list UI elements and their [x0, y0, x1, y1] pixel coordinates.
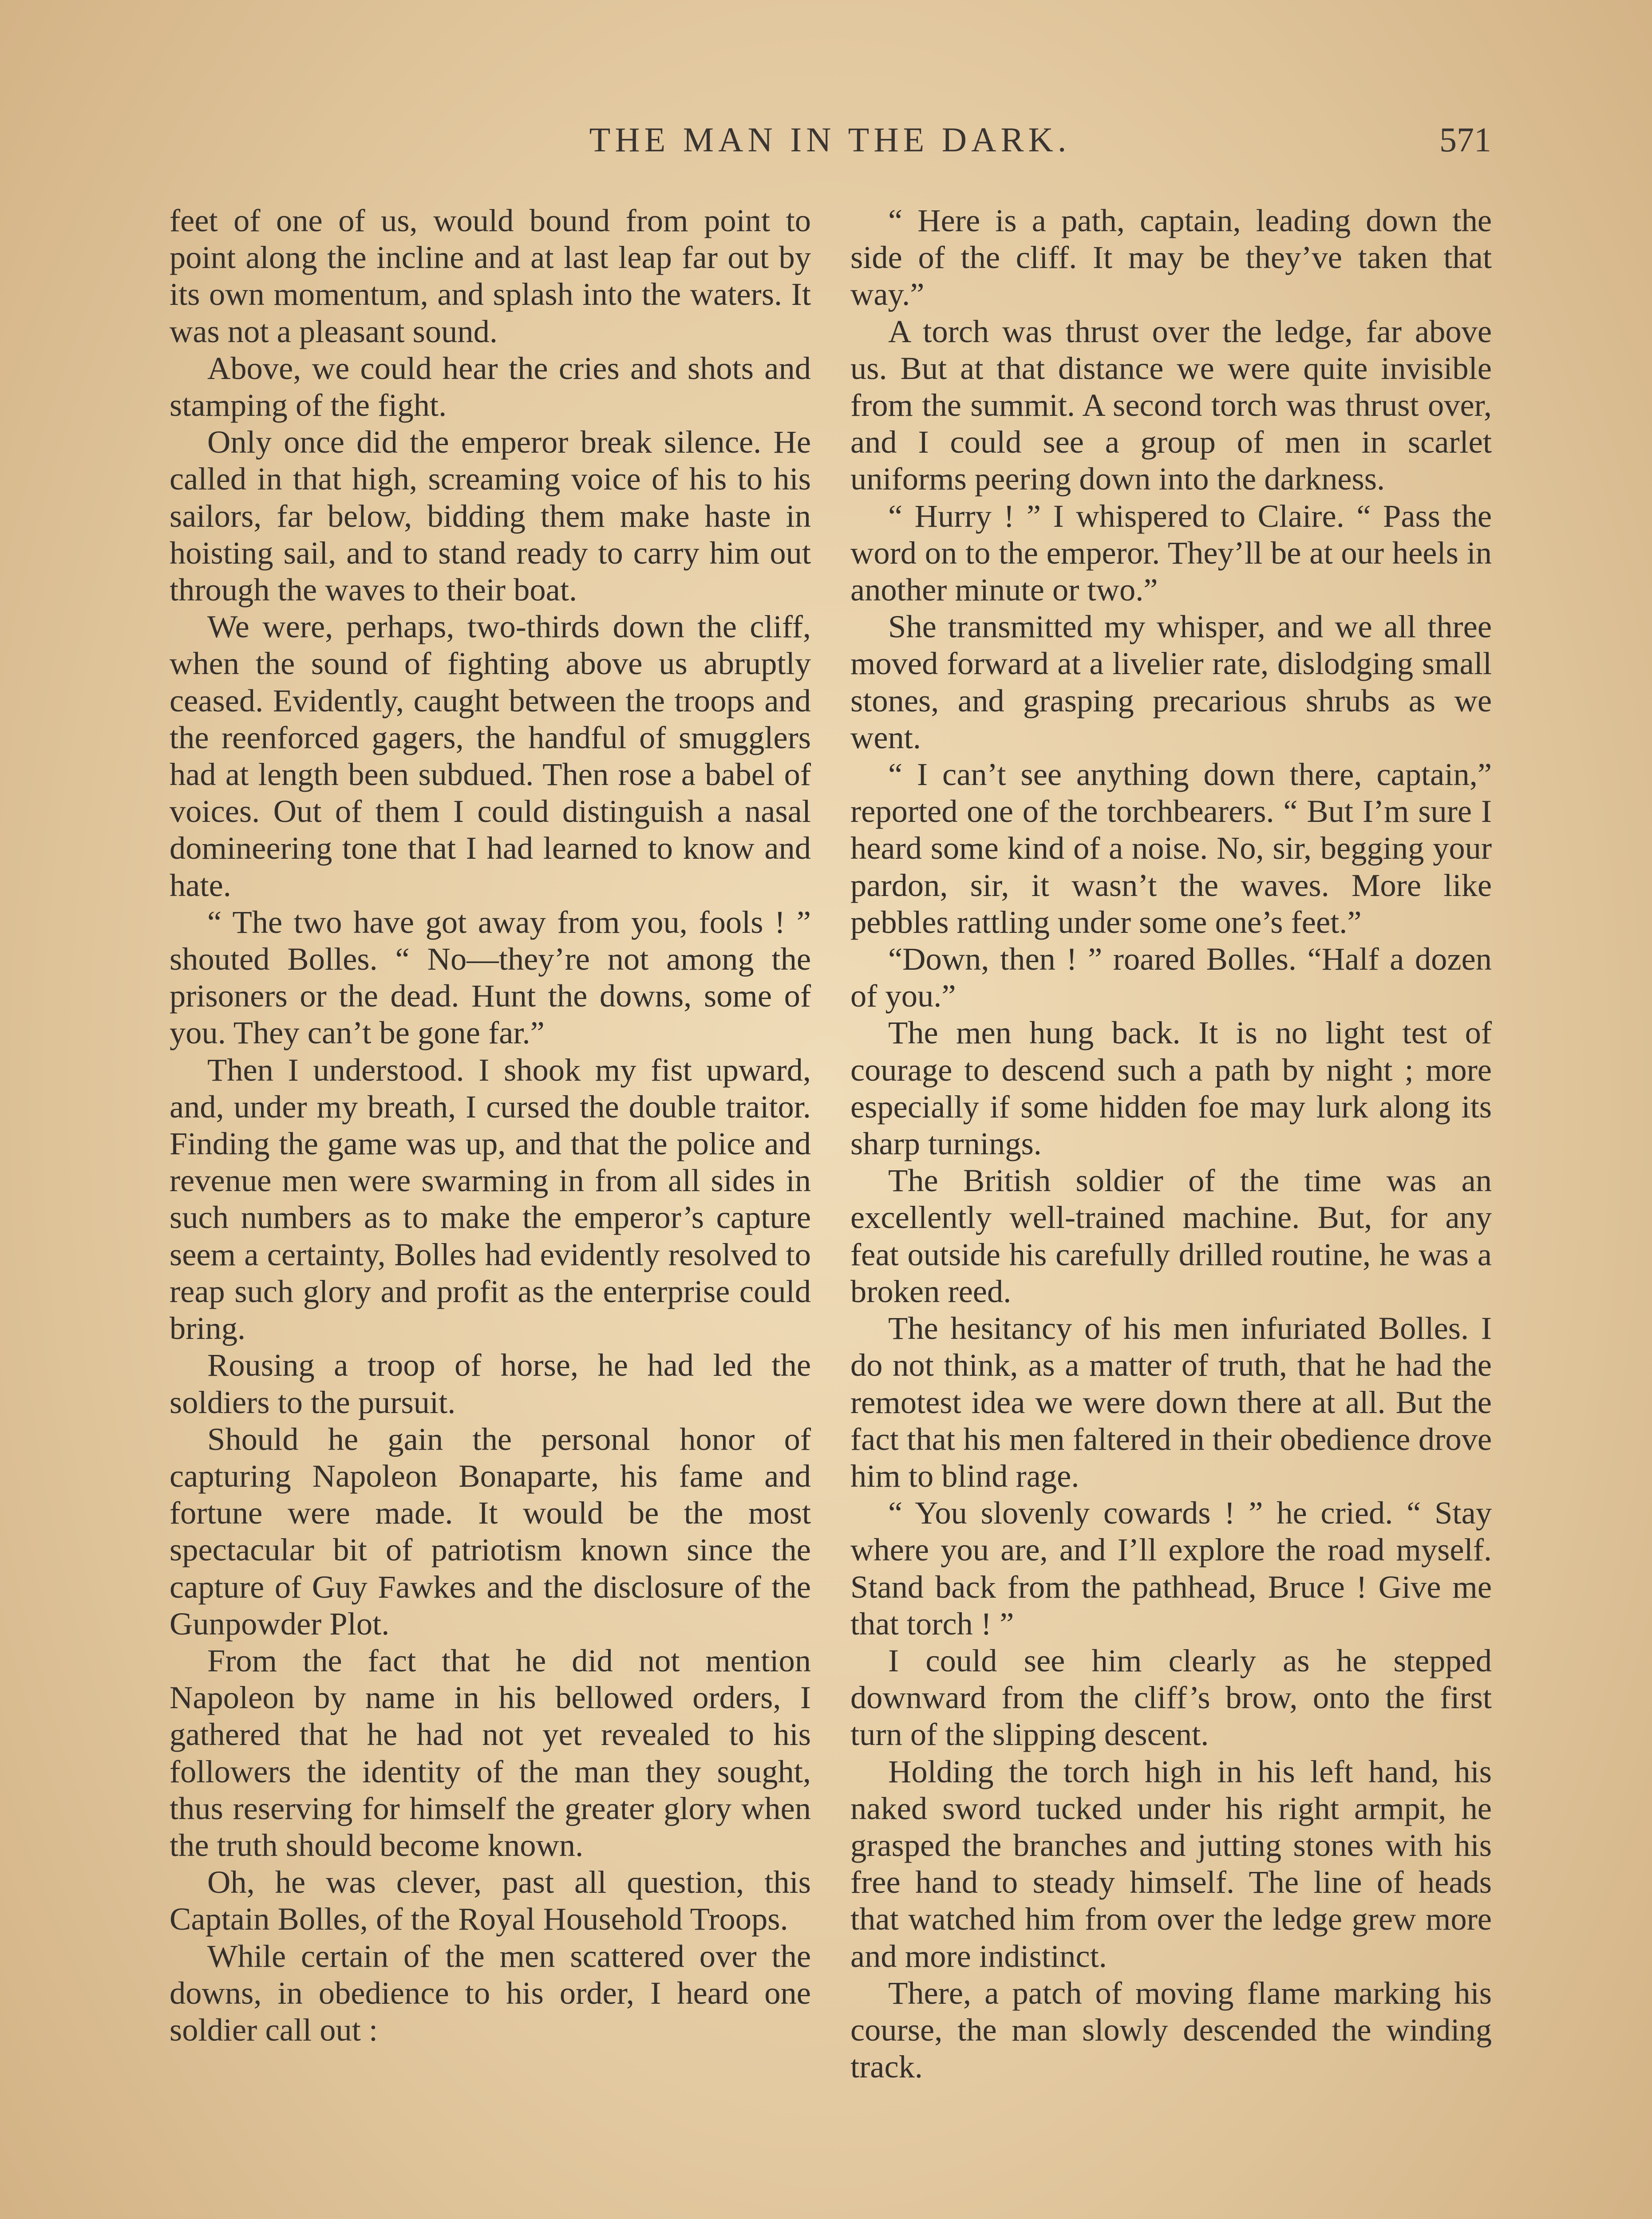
paragraph: While certain of the men scattered over the downs, in obedience to his order, I heard one soldier call out : [170, 1938, 811, 2048]
paragraph: “ Hurry ! ” I whispered to Claire. “ Pass the word on to the emperor. They’ll be at our heels in another minute or two.” [850, 497, 1492, 608]
paragraph: From the fact that he did not mention Napoleon by name in his bellowed orders, I gathered that he had not yet revealed to his followers the identity of the man they sought, thus reserving for himself the greater glory when the truth should become known. [170, 1642, 811, 1863]
paragraph: Oh, he was clever, past all question, this Captain Bolles, of the Royal Household Troops. [170, 1864, 811, 1937]
right-column [850, 202, 1492, 2085]
paragraph: A torch was thrust over the ledge, far above us. But at that distance we were quite invisible from the summit. A second torch was thrust over, and I could see a group of men in scarlet uniforms peering down into the darkness. [850, 313, 1492, 497]
paragraph: Only once did the emperor break silence. He called in that high, screaming voice of his to his sailors, far below, bidding them make haste in hoisting sail, and to stand ready to carry him out through the waves to their boat. [170, 424, 811, 608]
paragraph: The men hung back. It is no light test of courage to descend such a path by night ; more especially if some hidden foe may lurk along its sharp turnings. [850, 1015, 1492, 1162]
paragraph: Holding the torch high in his left hand, his naked sword tucked under his right armpit, he grasped the branches and jutting stones with his free hand to steady himself. The line of heads that watched him from over the ledge grew more and more indistinct. [850, 1753, 1492, 1974]
paragraph: I could see him clearly as he stepped downward from the cliff’s brow, onto the first turn of the slipping descent. [850, 1642, 1492, 1753]
paragraph: Then I understood. I shook my fist upward, and, under my breath, I cursed the double traitor. Finding the game was up, and that the police and revenue men were swarming in from all sides in such numbers as to make the emperor’s capture seem a certainty, Bolles had evidently resolved to reap such glory and profit as the enterprise could bring. [170, 1051, 811, 1346]
paragraph: Above, we could hear the cries and shots and stamping of the fight. [170, 350, 811, 423]
paragraph: There, a patch of moving flame marking his course, the man slowly descended the winding track. [850, 1974, 1492, 2085]
paragraph: The hesitancy of his men infuriated Bolles. I do not think, as a matter of truth, that he had the remotest idea we were down there at all. But the fact that his men faltered in their obedience drove him to blind rage. [850, 1310, 1492, 1494]
paragraph: feet of one of us, would bound from point to point along the incline and at last leap far out by its own momentum, and splash into the waters. It was not a pleasant sound. [170, 202, 811, 349]
paragraph: The British soldier of the time was an excellently well-trained machine. But, for any feat outside his carefully drilled routine, he was a broken reed. [850, 1162, 1492, 1309]
paragraph: “ I can’t see anything down there, captain,” reported one of the torchbearers. “ But I’m sure I heard some kind of a noise. No, sir, begging your pardon, sir, it wasn’t the waves. More like pebbles rattling under some one’s feet.” [850, 756, 1492, 940]
paragraph: “ You slovenly cowards ! ” he cried. “ Stay where you are, and I’ll explore the road myself. Stand back from the pathhead, Bruce ! Give me that torch ! ” [850, 1495, 1492, 1642]
page-number: 571 [1439, 120, 1491, 159]
paragraph: “ The two have got away from you, fools ! ” shouted Bolles. “ No—they’re not among the prisoners or the dead. Hunt the downs, some of you. They can’t be gone far.” [170, 904, 811, 1051]
left-column [170, 202, 811, 2048]
paragraph: “Down, then ! ” roared Bolles. “Half a dozen of you.” [850, 941, 1492, 1014]
paragraph: She transmitted my whisper, and we all three moved forward at a livelier rate, dislodging small stones, and grasping precarious shrubs as we went. [850, 608, 1492, 755]
paragraph: Rousing a troop of horse, he had led the soldiers to the pursuit. [170, 1347, 811, 1420]
paragraph: Should he gain the personal honor of capturing Napoleon Bonaparte, his fame and fortune were made. It would be the most spectacular bit of patriotism known since the capture of Guy Fawkes and the disclosure of the Gunpowder Plot. [170, 1421, 811, 1642]
paragraph: We were, perhaps, two-thirds down the cliff, when the sound of fighting above us abruptly ceased. Evidently, caught between the troops and the reenforced gagers, the handful of smugglers had at length been subdued. Then rose a babel of voices. Out of them I could distinguish a nasal domineering tone that I had learned to know and hate. [170, 608, 811, 903]
paragraph: “ Here is a path, captain, leading down the side of the cliff. It may be they’ve taken that way.” [850, 202, 1492, 312]
running-title: THE MAN IN THE DARK. [589, 120, 1071, 159]
page-header [169, 120, 1491, 178]
